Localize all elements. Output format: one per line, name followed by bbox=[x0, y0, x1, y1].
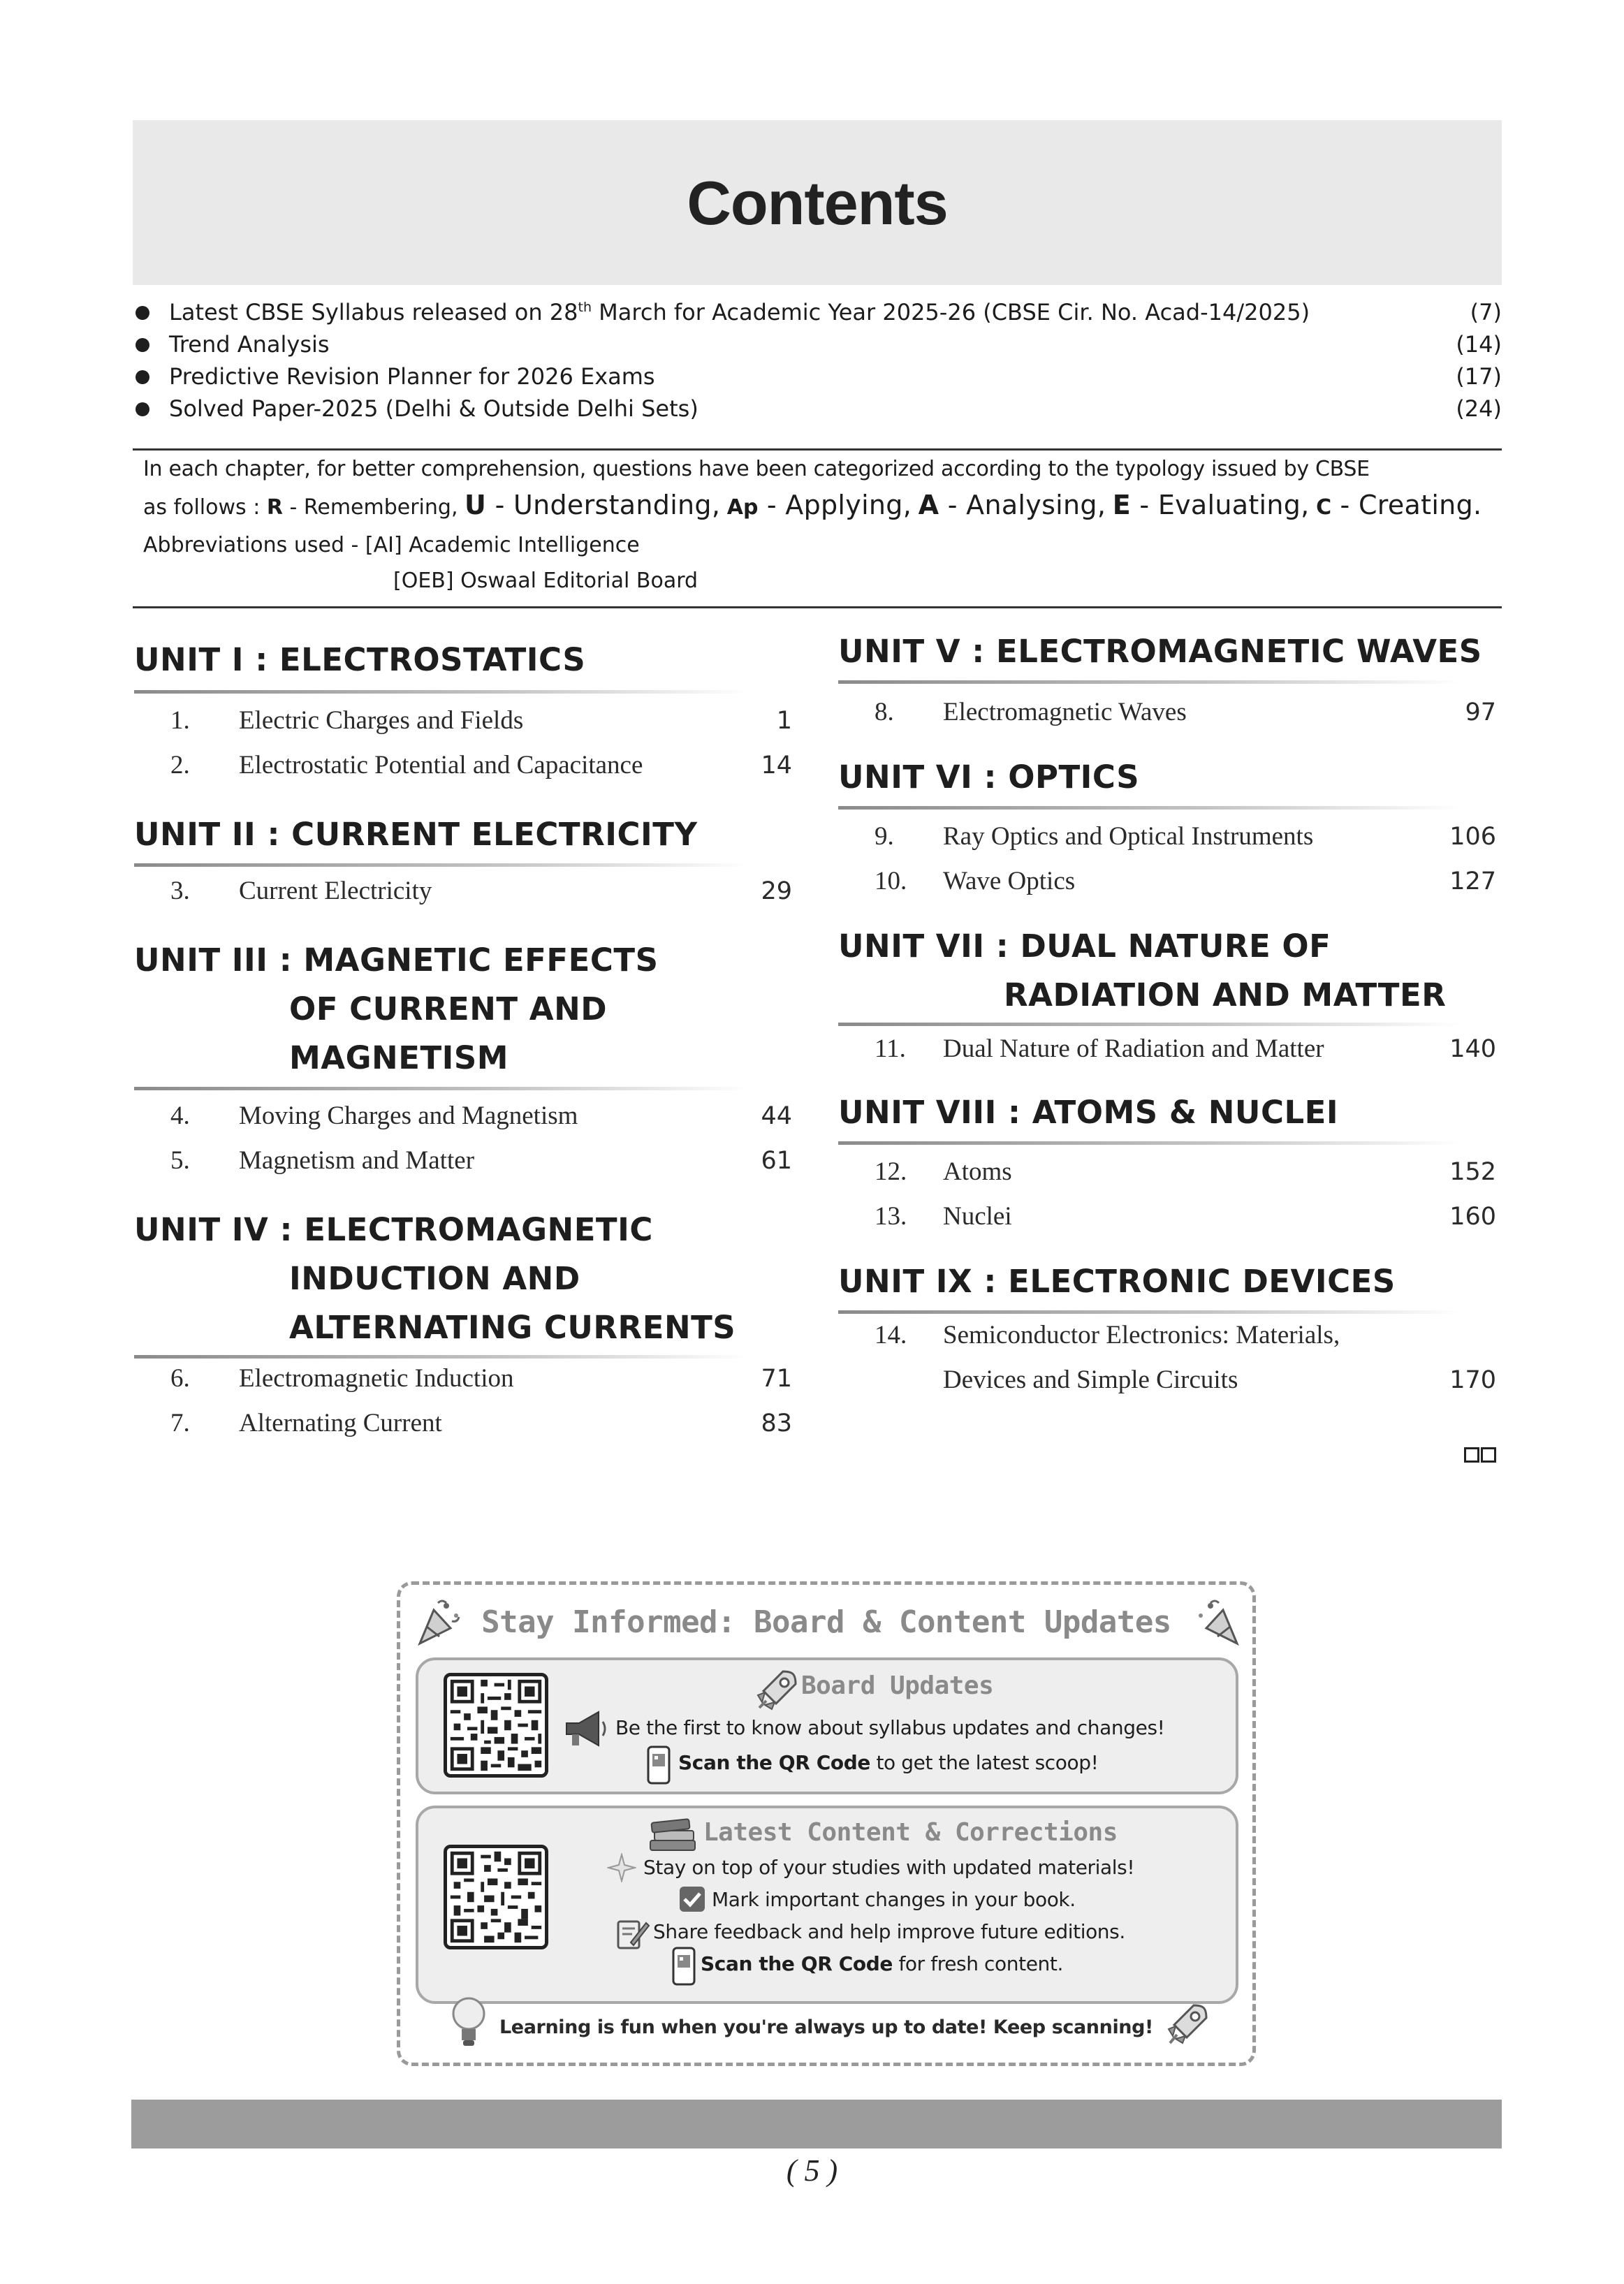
phone-qr-icon bbox=[671, 1947, 696, 1986]
chapter-page: 14 bbox=[761, 752, 792, 779]
chapter-row[interactable] bbox=[170, 869, 792, 914]
chapter-row[interactable] bbox=[170, 1401, 792, 1446]
chapter-page: 97 bbox=[1465, 698, 1496, 726]
typology-codes: as follows : R - Remembering, U - Understanding, Ap - Applying, A - Analysing, E - Evaluating, C - Creating. bbox=[143, 490, 1482, 520]
board-updates-line2: Scan the QR Code to get the latest scoop! bbox=[678, 1751, 1099, 1774]
chapter-row[interactable] bbox=[875, 1313, 1496, 1358]
chapter-number: 3. bbox=[170, 877, 190, 905]
chapter-number: 1. bbox=[170, 706, 190, 735]
front-matter-page: (14) bbox=[1456, 331, 1502, 358]
updates-box bbox=[397, 1581, 1256, 2066]
divider bbox=[133, 606, 1502, 608]
chapter-row[interactable] bbox=[170, 743, 792, 788]
chapter-number: 7. bbox=[170, 1409, 190, 1437]
chapter-row[interactable] bbox=[875, 690, 1496, 735]
chapter-page: 61 bbox=[761, 1147, 792, 1175]
chapter-row-cont[interactable] bbox=[875, 1358, 1496, 1403]
content-updates-line2: Mark important changes in your book. bbox=[712, 1888, 1076, 1911]
chapter-row[interactable] bbox=[875, 1150, 1496, 1194]
front-matter-label: Latest CBSE Syllabus released on 28 bbox=[169, 299, 578, 325]
chapter-name: Wave Optics bbox=[943, 867, 1076, 895]
chapter-page: 160 bbox=[1449, 1203, 1496, 1231]
chapter-name: Electric Charges and Fields bbox=[239, 706, 524, 735]
page-title: Contents bbox=[687, 168, 948, 237]
content-updates-line3: Share feedback and help improve future editions. bbox=[653, 1920, 1125, 1943]
chapter-number: 9. bbox=[875, 822, 894, 851]
unit-title-cont: OF CURRENT AND bbox=[289, 990, 608, 1027]
divider bbox=[133, 448, 1502, 451]
front-matter-label: Solved Paper-2025 (Delhi & Outside Delhi Sets) bbox=[169, 395, 698, 422]
chapter-row[interactable] bbox=[170, 698, 792, 743]
front-matter-item[interactable] bbox=[133, 360, 1502, 393]
megaphone-icon bbox=[562, 1708, 610, 1750]
rocket-icon bbox=[755, 1667, 800, 1712]
abbreviations: Abbreviations used - [AI] Academic Intelligence bbox=[143, 533, 640, 557]
bullet-icon bbox=[136, 306, 149, 320]
chapter-name: Electrostatic Potential and Capacitance bbox=[239, 751, 643, 779]
chapter-row[interactable] bbox=[875, 1194, 1496, 1239]
board-updates-heading: Board Updates bbox=[801, 1671, 994, 1700]
chapter-name: Moving Charges and Magnetism bbox=[239, 1101, 578, 1130]
chapter-number: 12. bbox=[875, 1157, 907, 1186]
chapter-number: 8. bbox=[875, 698, 894, 726]
chapter-number: 2. bbox=[170, 751, 190, 779]
unit-underline bbox=[838, 1023, 1460, 1026]
chapter-number: 14. bbox=[875, 1321, 907, 1349]
front-matter-label: Predictive Revision Planner for 2026 Exams bbox=[169, 363, 655, 390]
chapter-name: Electromagnetic Waves bbox=[943, 698, 1187, 726]
bullet-icon bbox=[136, 370, 149, 384]
chapter-row[interactable] bbox=[875, 814, 1496, 859]
unit-title: UNIT II : CURRENT ELECTRICITY bbox=[134, 816, 698, 853]
title-band bbox=[133, 120, 1502, 285]
board-updates-panel bbox=[416, 1657, 1238, 1794]
chapter-name: Nuclei bbox=[943, 1202, 1012, 1231]
unit-underline bbox=[838, 1141, 1460, 1145]
front-matter-list bbox=[133, 296, 1502, 425]
chapter-name: Ray Optics and Optical Instruments bbox=[943, 822, 1314, 851]
superscript: th bbox=[578, 300, 592, 315]
chapter-number: 11. bbox=[875, 1034, 906, 1063]
chapter-row[interactable] bbox=[170, 1139, 792, 1183]
front-matter-page: (17) bbox=[1456, 363, 1502, 390]
unit-title: UNIT IX : ELECTRONIC DEVICES bbox=[838, 1263, 1396, 1300]
unit-title: UNIT IV : ELECTROMAGNETIC bbox=[134, 1211, 653, 1248]
chapter-number: 10. bbox=[875, 867, 907, 895]
board-updates-line1: Be the first to know about syllabus updates and changes! bbox=[615, 1716, 1165, 1739]
chapter-number: 5. bbox=[170, 1146, 190, 1175]
qr-code-content[interactable] bbox=[444, 1845, 548, 1949]
unit-underline bbox=[134, 690, 749, 694]
end-mark-icon bbox=[1464, 1447, 1499, 1465]
content-updates-panel bbox=[416, 1806, 1238, 2004]
chapter-page: 44 bbox=[761, 1102, 792, 1130]
checkbox-icon bbox=[678, 1885, 706, 1913]
chapter-number: 6. bbox=[170, 1364, 190, 1393]
chapter-name: Semiconductor Electronics: Materials, bbox=[943, 1321, 1340, 1349]
chapter-page: 106 bbox=[1449, 823, 1496, 851]
unit-title-cont: MAGNETISM bbox=[289, 1039, 509, 1076]
chapter-page: 127 bbox=[1449, 868, 1496, 895]
qr-code-graphic bbox=[447, 1676, 545, 1774]
bullet-icon bbox=[136, 338, 149, 352]
content-updates-line4: Scan the QR Code for fresh content. bbox=[701, 1952, 1063, 1975]
unit-title: UNIT III : MAGNETIC EFFECTS bbox=[134, 942, 659, 979]
chapter-row[interactable] bbox=[875, 1027, 1496, 1071]
chapter-row[interactable] bbox=[875, 859, 1496, 904]
unit-underline bbox=[134, 863, 749, 867]
chapter-page: 170 bbox=[1449, 1366, 1496, 1394]
confetti-icon bbox=[1195, 1597, 1241, 1646]
unit-title: UNIT VI : OPTICS bbox=[838, 759, 1140, 796]
chapter-page: 29 bbox=[761, 877, 792, 905]
footer-band bbox=[131, 2100, 1502, 2148]
chapter-row[interactable] bbox=[170, 1094, 792, 1139]
qr-code-board[interactable] bbox=[444, 1673, 548, 1778]
updates-box-footer: Learning is fun when you're always up to date! Keep scanning! bbox=[499, 2016, 1153, 2038]
pencil-note-icon bbox=[615, 1916, 650, 1951]
chapter-name-cont: Devices and Simple Circuits bbox=[943, 1366, 1238, 1394]
qr-code-graphic bbox=[447, 1848, 545, 1946]
front-matter-label: Trend Analysis bbox=[169, 331, 330, 358]
updates-box-title: Stay Informed: Board & Content Updates bbox=[481, 1604, 1171, 1640]
front-matter-page: (24) bbox=[1456, 395, 1502, 422]
unit-underline bbox=[838, 680, 1460, 684]
sparkle-icon bbox=[607, 1853, 636, 1882]
unit-title-cont: ALTERNATING CURRENTS bbox=[289, 1309, 736, 1346]
chapter-name: Alternating Current bbox=[239, 1409, 442, 1437]
chapter-name: Magnetism and Matter bbox=[239, 1146, 475, 1175]
typology-note bbox=[143, 454, 1498, 599]
abbreviations-cont: [OEB] Oswaal Editorial Board bbox=[393, 569, 698, 593]
unit-title: UNIT VIII : ATOMS & NUCLEI bbox=[838, 1094, 1339, 1131]
chapter-name: Current Electricity bbox=[239, 877, 432, 905]
front-matter-item[interactable] bbox=[133, 328, 1502, 360]
bullet-icon bbox=[136, 402, 149, 416]
rocket-icon bbox=[1166, 2001, 1210, 2049]
chapter-name: Electromagnetic Induction bbox=[239, 1364, 514, 1393]
chapter-name: Atoms bbox=[943, 1157, 1012, 1186]
books-icon bbox=[648, 1815, 698, 1854]
chapter-page: 152 bbox=[1449, 1158, 1496, 1186]
typology-intro: In each chapter, for better comprehension, questions have been categorized according to the typology issued by CBSE bbox=[143, 457, 1370, 481]
chapter-number: 13. bbox=[875, 1202, 907, 1231]
chapter-name: Dual Nature of Radiation and Matter bbox=[943, 1034, 1324, 1063]
content-updates-heading: Latest Content & Corrections bbox=[703, 1818, 1118, 1847]
chapter-row[interactable] bbox=[170, 1356, 792, 1401]
unit-underline bbox=[838, 806, 1460, 810]
chapter-page: 71 bbox=[761, 1365, 792, 1393]
front-matter-item[interactable] bbox=[133, 296, 1502, 328]
chapter-number: 4. bbox=[170, 1101, 190, 1130]
unit-title: UNIT I : ELECTROSTATICS bbox=[134, 641, 586, 678]
chapter-page: 1 bbox=[776, 707, 792, 735]
page-number: ( 5 ) bbox=[786, 2153, 838, 2188]
unit-title-cont: RADIATION AND MATTER bbox=[1004, 976, 1447, 1013]
unit-title: UNIT VII : DUAL NATURE OF bbox=[838, 928, 1331, 965]
front-matter-label-cont: March for Academic Year 2025-26 (CBSE Cir. No. Acad-14/2025) bbox=[592, 299, 1310, 325]
phone-qr-icon bbox=[646, 1745, 671, 1785]
chapter-page: 83 bbox=[761, 1410, 792, 1437]
front-matter-item[interactable] bbox=[133, 393, 1502, 425]
front-matter-page: (7) bbox=[1470, 299, 1502, 325]
unit-title: UNIT V : ELECTROMAGNETIC WAVES bbox=[838, 633, 1482, 670]
unit-underline bbox=[134, 1087, 749, 1090]
unit-title-cont: INDUCTION AND bbox=[289, 1260, 580, 1297]
chapter-page: 140 bbox=[1449, 1035, 1496, 1063]
content-updates-line1: Stay on top of your studies with updated materials! bbox=[643, 1856, 1135, 1879]
